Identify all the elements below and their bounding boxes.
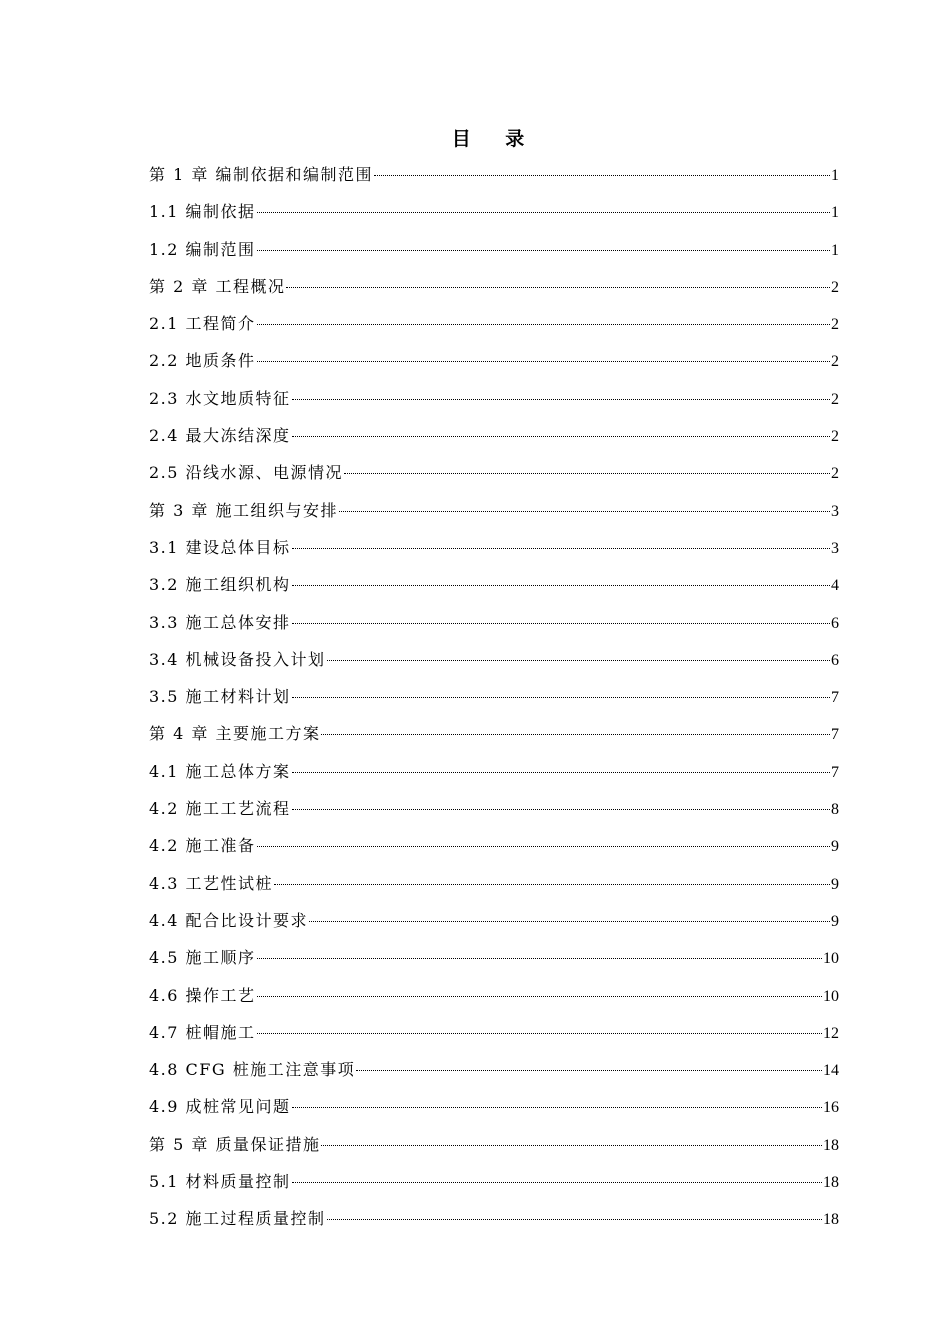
toc-dot-leader xyxy=(374,175,830,176)
toc-entry-page-number: 10 xyxy=(823,987,839,1005)
toc-entry-label: 第 4 章 主要施工方案 xyxy=(149,724,321,744)
toc-entry[interactable] xyxy=(149,421,839,458)
toc-entry[interactable] xyxy=(149,906,839,943)
toc-entry-label: 4.2 施工工艺流程 xyxy=(149,799,291,819)
toc-entry[interactable] xyxy=(149,346,839,383)
toc-entry-page-number: 8 xyxy=(831,801,839,819)
toc-entry-label: 2.1 工程简介 xyxy=(149,314,256,334)
toc-dot-leader xyxy=(274,884,830,885)
toc-entry-page-number: 7 xyxy=(831,763,839,781)
toc-entry-page-number: 6 xyxy=(831,614,839,632)
toc-entry-page-number: 3 xyxy=(831,539,839,557)
toc-dot-leader xyxy=(292,548,830,549)
toc-entry[interactable] xyxy=(149,1204,839,1241)
toc-entry-label: 1.1 编制依据 xyxy=(149,202,256,222)
toc-entry[interactable] xyxy=(149,496,839,533)
toc-entry-label: 4.2 施工准备 xyxy=(149,836,256,856)
toc-entry[interactable] xyxy=(149,757,839,794)
toc-entry[interactable] xyxy=(149,458,839,495)
toc-dot-leader xyxy=(327,1219,822,1220)
toc-entry-page-number: 3 xyxy=(831,502,839,520)
toc-dot-leader xyxy=(327,660,830,661)
toc-entry[interactable] xyxy=(149,869,839,906)
toc-entry-label: 4.4 配合比设计要求 xyxy=(149,910,309,930)
toc-entry-page-number: 2 xyxy=(831,278,839,296)
toc-entry[interactable] xyxy=(149,272,839,309)
toc-entry-label: 4.8 CFG 桩施工注意事项 xyxy=(149,1060,356,1080)
toc-entry-page-number: 18 xyxy=(823,1211,839,1229)
toc-dot-leader xyxy=(292,772,830,773)
toc-entry-page-number: 10 xyxy=(823,950,839,968)
toc-entry-page-number: 2 xyxy=(831,390,839,408)
toc-entry-page-number: 16 xyxy=(823,1099,839,1117)
toc-dot-leader xyxy=(292,399,830,400)
toc-dot-leader xyxy=(257,958,822,959)
toc-entry[interactable] xyxy=(149,570,839,607)
toc-entry[interactable] xyxy=(149,608,839,645)
toc-title: 目 录 xyxy=(451,128,539,150)
toc-entry-label: 4.7 桩帽施工 xyxy=(149,1022,256,1042)
toc-entry[interactable] xyxy=(149,160,839,197)
toc-entry[interactable] xyxy=(149,645,839,682)
toc-dot-leader xyxy=(321,734,830,735)
toc-entry-page-number: 7 xyxy=(831,689,839,707)
toc-entry[interactable] xyxy=(149,719,839,756)
toc-entry[interactable] xyxy=(149,384,839,421)
toc-dot-leader xyxy=(257,212,830,213)
toc-entry-label: 第 5 章 质量保证措施 xyxy=(149,1134,321,1154)
toc-entry[interactable] xyxy=(149,309,839,346)
toc-entry-label: 3.2 施工组织机构 xyxy=(149,575,291,595)
toc-entry-page-number: 14 xyxy=(823,1062,839,1080)
toc-dot-leader xyxy=(292,809,830,810)
toc-entry[interactable] xyxy=(149,943,839,980)
toc-list xyxy=(149,160,839,1242)
toc-entry-label: 1.2 编制范围 xyxy=(149,239,256,259)
toc-entry-label: 5.1 材料质量控制 xyxy=(149,1172,291,1192)
toc-dot-leader xyxy=(339,511,830,512)
toc-dot-leader xyxy=(292,436,830,437)
toc-entry-label: 3.3 施工总体安排 xyxy=(149,612,291,632)
toc-entry-label: 5.2 施工过程质量控制 xyxy=(149,1209,326,1229)
toc-dot-leader xyxy=(292,585,830,586)
toc-entry[interactable] xyxy=(149,981,839,1018)
toc-dot-leader xyxy=(286,287,830,288)
toc-entry[interactable] xyxy=(149,1018,839,1055)
toc-entry-page-number: 12 xyxy=(823,1024,839,1042)
toc-entry-page-number: 6 xyxy=(831,651,839,669)
toc-dot-leader xyxy=(257,1033,822,1034)
toc-entry-page-number: 9 xyxy=(831,838,839,856)
toc-entry-page-number: 1 xyxy=(831,167,839,184)
toc-entry-page-number: 2 xyxy=(831,428,839,446)
toc-dot-leader xyxy=(321,1145,822,1146)
toc-entry[interactable] xyxy=(149,794,839,831)
toc-entry-label: 3.1 建设总体目标 xyxy=(149,537,291,557)
toc-entry-page-number: 7 xyxy=(831,726,839,744)
toc-entry-page-number: 18 xyxy=(823,1136,839,1154)
toc-dot-leader xyxy=(356,1070,822,1071)
toc-entry-label: 4.9 成桩常见问题 xyxy=(149,1097,291,1117)
toc-entry-page-number: 9 xyxy=(831,875,839,893)
toc-dot-leader xyxy=(292,623,830,624)
toc-entry-page-number: 4 xyxy=(831,577,839,595)
toc-entry[interactable] xyxy=(149,533,839,570)
toc-dot-leader xyxy=(344,473,830,474)
toc-entry[interactable] xyxy=(149,1092,839,1129)
toc-entry-label: 3.5 施工材料计划 xyxy=(149,687,291,707)
toc-dot-leader xyxy=(309,921,830,922)
toc-entry-label: 4.3 工艺性试桩 xyxy=(149,873,274,893)
toc-dot-leader xyxy=(257,324,830,325)
toc-entry-label: 4.5 施工顺序 xyxy=(149,948,256,968)
toc-entry-label: 3.4 机械设备投入计划 xyxy=(149,649,326,669)
toc-entry-label: 第 2 章 工程概况 xyxy=(149,276,286,296)
toc-dot-leader xyxy=(257,250,830,251)
toc-entry-label: 4.6 操作工艺 xyxy=(149,985,256,1005)
toc-entry-label: 4.1 施工总体方案 xyxy=(149,761,291,781)
toc-entry-page-number: 2 xyxy=(831,353,839,371)
toc-dot-leader xyxy=(292,697,830,698)
toc-entry[interactable] xyxy=(149,1130,839,1167)
toc-dot-leader xyxy=(257,846,830,847)
toc-entry-page-number: 9 xyxy=(831,912,839,930)
toc-entry-label: 2.5 沿线水源、电源情况 xyxy=(149,463,344,483)
toc-entry[interactable] xyxy=(149,1055,839,1092)
toc-entry-label: 第 3 章 施工组织与安排 xyxy=(149,500,338,520)
toc-entry-label: 2.3 水文地质特征 xyxy=(149,388,291,408)
toc-entry[interactable] xyxy=(149,831,839,868)
toc-dot-leader xyxy=(292,1182,822,1183)
toc-entry-label: 2.2 地质条件 xyxy=(149,351,256,371)
toc-entry[interactable] xyxy=(149,1167,839,1204)
toc-entry[interactable] xyxy=(149,682,839,719)
toc-dot-leader xyxy=(292,1107,822,1108)
toc-entry-page-number: 18 xyxy=(823,1174,839,1192)
toc-entry[interactable] xyxy=(149,235,839,272)
toc-dot-leader xyxy=(257,996,822,997)
toc-dot-leader xyxy=(257,361,830,362)
toc-entry-page-number: 1 xyxy=(831,204,839,222)
toc-entry[interactable] xyxy=(149,197,839,234)
toc-entry-label: 2.4 最大冻结深度 xyxy=(149,426,291,446)
toc-entry-page-number: 2 xyxy=(831,465,839,483)
toc-entry-page-number: 1 xyxy=(831,241,839,259)
toc-entry-page-number: 2 xyxy=(831,316,839,334)
toc-entry-label: 第 1 章 编制依据和编制范围 xyxy=(149,165,373,184)
